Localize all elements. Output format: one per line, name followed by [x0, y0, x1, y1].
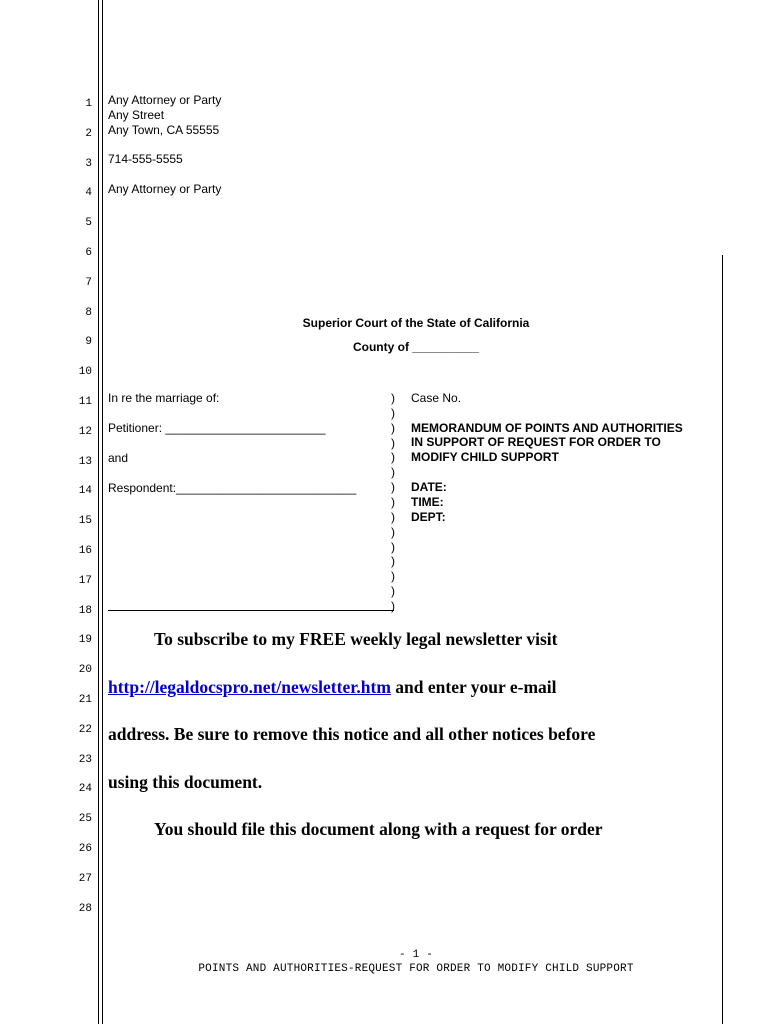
- line-number: 4: [85, 187, 92, 200]
- right-margin-rule: [722, 255, 723, 1024]
- caption-bottom-rule: [108, 610, 394, 611]
- notice-line-2: [108, 677, 557, 697]
- caption-paren: ): [391, 435, 395, 450]
- line-number: 20: [78, 664, 92, 677]
- line-number: 17: [78, 574, 92, 587]
- line-number: 15: [78, 515, 92, 528]
- caption-paren: ): [391, 539, 395, 554]
- line-number: 21: [78, 694, 92, 706]
- newsletter-link[interactable]: http://legaldocspro.net/newsletter.htm: [108, 677, 391, 697]
- line-number: 10: [78, 366, 92, 379]
- line-number: 18: [78, 604, 92, 617]
- notice-line-5: You should file this document along with a request for order: [154, 819, 603, 839]
- line-number: 26: [78, 843, 92, 855]
- line-number: 5: [85, 217, 92, 230]
- footer-page-number: - 1 -: [398, 949, 433, 961]
- hearing-time-label: TIME:: [411, 495, 444, 509]
- attorney-for: Any Attorney or Party: [108, 182, 222, 196]
- attorney-street: Any Street: [108, 108, 165, 122]
- notice-line-2-rest: and enter your e-mail: [390, 677, 557, 697]
- caption-respondent: Respondent:___________________________: [108, 481, 357, 495]
- left-margin-rule-outer: [98, 0, 99, 1024]
- caption-paren: ): [391, 494, 395, 509]
- caption-paren: ): [391, 391, 395, 405]
- court-name: Superior Court of the State of California: [302, 316, 530, 330]
- line-number: 8: [85, 306, 92, 319]
- line-number: 2: [85, 127, 92, 140]
- line-number: 6: [85, 247, 92, 259]
- line-number: 12: [78, 425, 92, 438]
- hearing-dept-label: DEPT:: [411, 510, 446, 524]
- caption-paren: ): [391, 450, 395, 465]
- caption-paren: ): [391, 569, 395, 584]
- caption-paren: ): [391, 584, 395, 599]
- line-number: 7: [85, 276, 92, 289]
- caption-paren: ): [391, 598, 395, 613]
- line-number: 9: [85, 336, 92, 349]
- caption-paren: ): [391, 524, 395, 539]
- line-number: 1: [85, 98, 92, 110]
- caption-paren: ): [391, 554, 395, 569]
- document-title-line-1: MEMORANDUM OF POINTS AND AUTHORITIES: [411, 421, 683, 435]
- attorney-name: Any Attorney or Party: [108, 93, 222, 107]
- line-number: 14: [78, 485, 92, 498]
- line-number: 13: [78, 455, 92, 468]
- line-number: 27: [78, 872, 92, 885]
- attorney-phone: 714-555-5555: [108, 152, 183, 166]
- notice-line-4: using this document.: [108, 772, 263, 792]
- attorney-city: Any Town, CA 55555: [108, 123, 220, 137]
- line-number: 24: [78, 783, 92, 796]
- caption-paren: ): [391, 420, 395, 435]
- hearing-date-label: DATE:: [411, 480, 447, 494]
- notice-line-3: address. Be sure to remove this notice and all other notices before: [108, 724, 596, 744]
- footer-title: POINTS AND AUTHORITIES-REQUEST FOR ORDER TO MODIFY CHILD SUPPORT: [198, 963, 634, 975]
- caption-paren: ): [391, 405, 395, 420]
- line-number: 11: [78, 396, 92, 408]
- document-title-line-2: IN SUPPORT OF REQUEST FOR ORDER TO: [411, 435, 661, 449]
- caption-and: and: [108, 451, 129, 465]
- line-number: 3: [85, 157, 92, 170]
- caption-petitioner: Petitioner: ________________________: [108, 421, 326, 435]
- line-number: 16: [78, 545, 92, 557]
- court-county: County of __________: [352, 340, 480, 354]
- caption-paren: ): [391, 480, 395, 495]
- caption-in-re: In re the marriage of:: [108, 391, 220, 405]
- document-title-line-3: MODIFY CHILD SUPPORT: [411, 450, 559, 464]
- caption-paren: ): [391, 509, 395, 524]
- line-number: 22: [78, 723, 92, 736]
- line-number: 25: [78, 813, 92, 826]
- notice-line-1: To subscribe to my FREE weekly legal newsletter visit: [154, 629, 558, 649]
- case-number-label: Case No.: [411, 391, 462, 405]
- left-margin-rule-inner: [102, 0, 103, 1024]
- line-number: 28: [78, 902, 92, 915]
- caption-paren: ): [391, 465, 395, 480]
- line-number: 19: [78, 634, 92, 647]
- line-number: 23: [78, 753, 92, 766]
